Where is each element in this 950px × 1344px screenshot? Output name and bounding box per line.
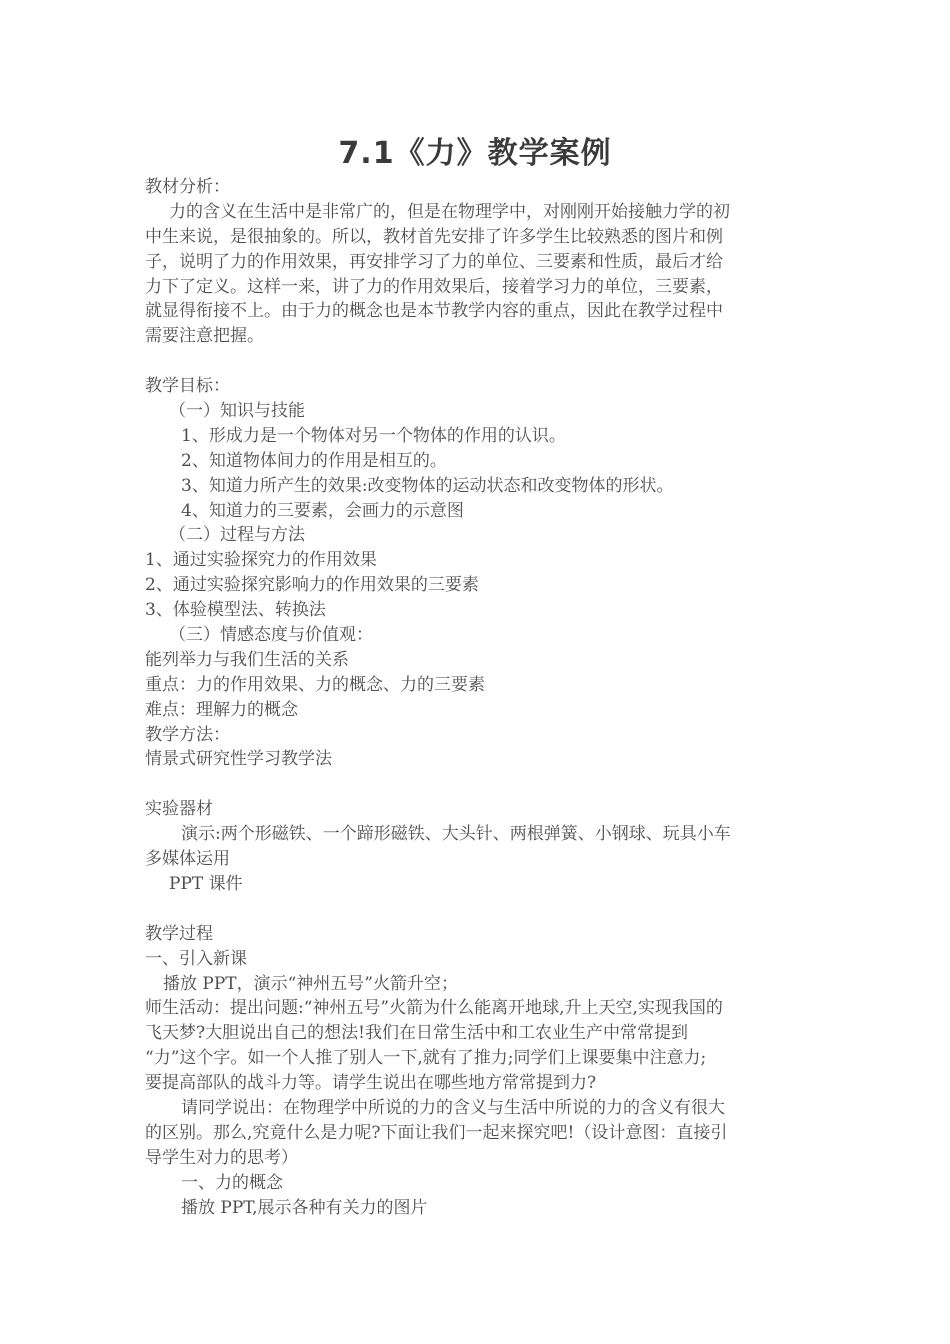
ask-line: 请同学说出：在物理学中所说的力的含义与生活中所说的力的含义有很大	[181, 1097, 725, 1118]
document-body	[145, 175, 805, 1220]
attitude-text: 能列举力与我们生活的关系	[145, 649, 349, 670]
process-method-item: 3、体验模型法、转换法	[145, 600, 326, 621]
document-title: 7.1《力》教学案例	[338, 136, 612, 171]
concept-heading: 一、力的概念	[181, 1172, 283, 1193]
activity-line: 师生活动：提出问题:“神州五号”火箭为什么能离开地球,升上天空,实现我国的	[145, 998, 723, 1019]
process-method-item: 1、通过实验探究力的作用效果	[145, 550, 377, 571]
analysis-line: 需要注意把握。	[145, 326, 264, 347]
equipment-heading: 实验器材	[145, 799, 213, 820]
knowledge-heading: （一）知识与技能	[169, 401, 305, 422]
knowledge-item: 1、形成力是一个物体对另一个物体的作用的认识。	[181, 425, 566, 446]
activity-line: 要提高部队的战斗力等。请学生说出在哪些地方常常提到力?	[145, 1073, 597, 1094]
analysis-line: 子，说明了力的作用效果，再安排学习了力的单位、三要素和性质，最后才给	[145, 251, 723, 272]
analysis-line: 就显得衔接不上。由于力的概念也是本节教学内容的重点，因此在教学过程中	[145, 301, 723, 322]
spacer	[145, 349, 805, 374]
knowledge-item: 3、知道力所产生的效果:改变物体的运动状态和改变物体的形状。	[181, 475, 674, 496]
equipment-demo: 演示:两个形磁铁、一个蹄形磁铁、大头针、两根弹簧、小钢球、玩具小车	[181, 824, 731, 845]
analysis-line: 力下了定义。这样一来，讲了力的作用效果后，接着学习力的单位，三要素，	[145, 276, 723, 297]
section-intro-heading: 一、引入新课	[145, 948, 247, 969]
goals-heading: 教学目标：	[145, 376, 230, 397]
concept-ppt-line: 播放 PPT,展示各种有关力的图片	[181, 1197, 428, 1218]
attitude-heading: （三）情感态度与价值观：	[169, 625, 373, 646]
equipment-multimedia: 多媒体运用	[145, 849, 230, 870]
ask-line: 的区别。那么,究竟什么是力呢?下面让我们一起来探究吧!（设计意图：直接引	[145, 1122, 728, 1143]
equipment-ppt: PPT 课件	[169, 873, 243, 894]
spacer	[145, 772, 805, 797]
ask-line: 导学生对力的思考）	[145, 1147, 298, 1168]
method-heading: 教学方法：	[145, 724, 230, 745]
knowledge-item: 2、知道物体间力的作用是相互的。	[181, 450, 447, 471]
difficulty: 难点：理解力的概念	[145, 699, 298, 720]
key-point: 重点：力的作用效果、力的概念、力的三要素	[145, 674, 485, 695]
process-heading: 教学过程	[145, 923, 213, 944]
play-ppt-line: 播放 PPT，演示“神州五号”火箭升空；	[163, 973, 459, 994]
method-text: 情景式研究性学习教学法	[145, 749, 332, 770]
process-method-heading: （二）过程与方法	[169, 525, 305, 546]
activity-line: “力”这个字。如一个人推了别人一下,就有了推力;同学们上课要集中注意力;	[145, 1048, 707, 1069]
analysis-line: 力的含义在生活中是非常广的，但是在物理学中，对刚刚开始接触力学的初	[169, 201, 730, 222]
activity-line: 飞天梦?大胆说出自己的想法!我们在日常生活中和工农业生产中常常提到	[145, 1023, 688, 1044]
spacer	[145, 897, 805, 922]
analysis-heading: 教材分析：	[145, 177, 230, 197]
analysis-line: 中生来说，是很抽象的。所以，教材首先安排了许多学生比较熟悉的图片和例	[145, 226, 723, 247]
knowledge-item: 4、知道力的三要素，会画力的示意图	[181, 500, 464, 521]
process-method-item: 2、通过实验探究影响力的作用效果的三要素	[145, 575, 479, 596]
